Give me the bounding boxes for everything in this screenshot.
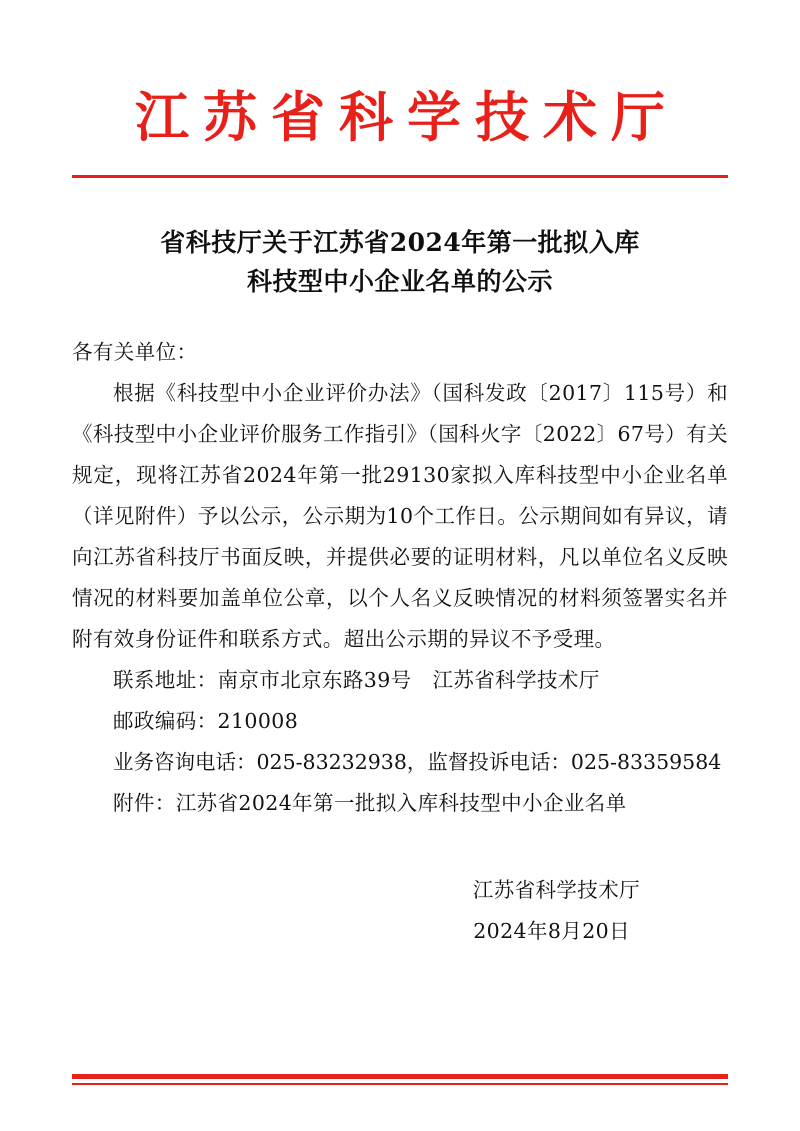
signature-date: 2024年8月20日 bbox=[473, 918, 630, 943]
signature-issuer: 江苏省科学技术厅 bbox=[472, 877, 640, 902]
attachment-line: 附件：江苏省2024年第一批拟入库科技型中小企业名单 bbox=[113, 790, 627, 815]
contact-phones: 业务咨询电话：025-83232938，监督投诉电话：025-83359584 bbox=[113, 749, 722, 774]
page-title-line-1: 省科技厅关于江苏省2024年第一批拟入库 bbox=[160, 228, 640, 258]
footer-rules bbox=[72, 1074, 728, 1085]
masthead bbox=[72, 0, 728, 147]
masthead-organization-title: 江苏省科学技术厅 bbox=[135, 85, 679, 149]
document-body bbox=[72, 332, 728, 824]
page-title-line-2: 科技型中小企业名单的公示 bbox=[246, 267, 553, 297]
page-title bbox=[72, 224, 728, 302]
salutation: 各有关单位： bbox=[72, 339, 198, 364]
masthead-red-rule bbox=[72, 175, 728, 178]
contact-address: 联系地址：南京市北京东路39号 江苏省科学技术厅 bbox=[113, 667, 600, 692]
footer-red-rule-thick bbox=[72, 1074, 728, 1079]
contact-postcode: 邮政编码：210008 bbox=[113, 708, 299, 733]
signature-block bbox=[72, 870, 728, 952]
main-paragraph: 根据《科技型中小企业评价办法》（国科发政〔2017〕115号）和《科技型中小企业评价服务工作指引》（国科火字〔2022〕67号）有关规定，现将江苏省2024年第一批29130家拟入库科技型中小企业名单（详见附件）予以公示，公示期为10个工作日。公示期间如有异议，请向江苏省科技厅书面反映，并提供必要的证明材料，凡以单位名义反映情况的材料要加盖单位公章，以个人名义反映情况的材料须签署实名并附有效身份证件和联系方式。超出公示期的异议不予受理。 bbox=[72, 380, 728, 651]
footer-red-rule-thin bbox=[72, 1083, 728, 1085]
